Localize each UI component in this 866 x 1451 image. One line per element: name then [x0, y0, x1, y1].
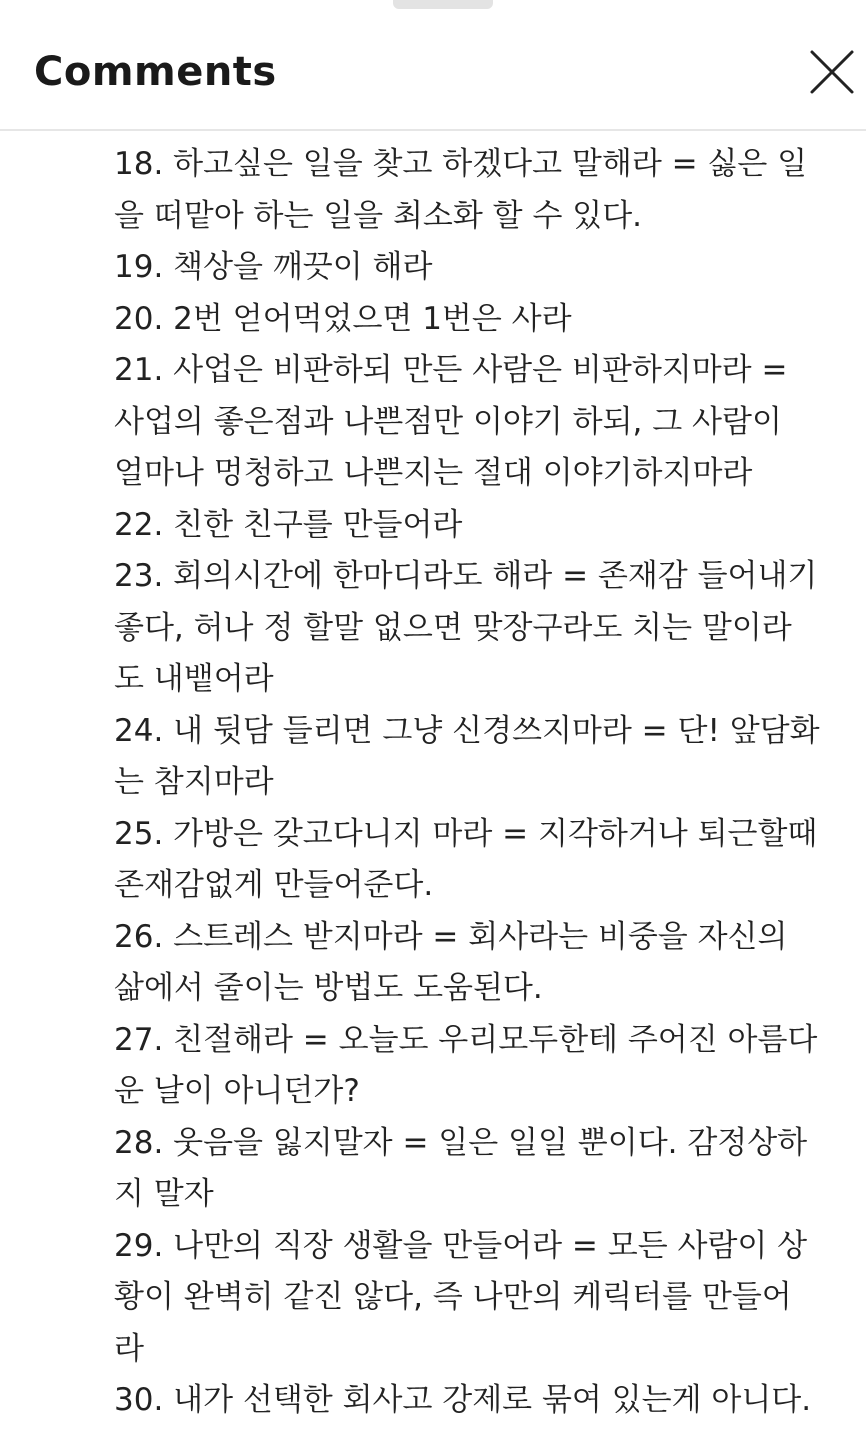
comment-line: 18. 하고싶은 일을 찾고 하겠다고 말해라 = 싫은 일	[114, 146, 808, 182]
comment-line: 22. 친한 친구를 만들어라	[114, 506, 463, 543]
comment-line: 20. 2번 얻어먹었으면 1번은 사라	[114, 300, 572, 337]
comment-line: 25. 가방은 갖고다니지 마라 = 지각하거나 퇴근할때	[114, 815, 818, 852]
comment-line: 21. 사업은 비판하되 만든 사람은 비판하지마라 =	[114, 352, 788, 388]
comment-line: 삶에서 줄이는 방법도 도움된다.	[114, 970, 543, 1006]
close-button[interactable]	[803, 43, 861, 101]
comment-line: 좋다, 허나 정 할말 없으면 맞장구라도 치는 말이라	[114, 609, 792, 646]
comment-line: 존재감없게 만들어준다.	[114, 867, 434, 903]
comment-line: 라	[114, 1330, 144, 1367]
comment-body	[114, 139, 830, 1427]
comment-line: 황이 완벽히 같진 않다, 즉 나만의 케릭터를 만들어	[114, 1279, 792, 1315]
comment-line: 28. 웃음을 잃지말자 = 일은 일일 뿐이다. 감정상하	[114, 1124, 808, 1161]
comment-line: 30. 내가 선택한 회사고 강제로 묶여 있는게 아니다.	[114, 1382, 812, 1418]
comment-line: 도 내뱉어라	[114, 661, 274, 697]
comment-line: 27. 친절해라 = 오늘도 우리모두한테 주어진 아름다	[114, 1021, 818, 1058]
comment-line: 23. 회의시간에 한마디라도 해라 = 존재감 들어내기	[114, 558, 818, 594]
comment-line: 을 떠맡아 하는 일을 최소화 할 수 있다.	[114, 197, 643, 234]
comment-line: 24. 내 뒷담 들리면 그냥 신경쓰지마라 = 단! 앞담화	[114, 712, 820, 749]
comment-line: 지 말자	[114, 1176, 214, 1212]
comment-line: 운 날이 아니던가?	[114, 1073, 360, 1109]
comment-line: 는 참지마라	[114, 764, 274, 800]
comment-line: 26. 스트레스 받지마라 = 회사라는 비중을 자신의	[114, 918, 788, 955]
comments-header	[0, 0, 866, 131]
comment-line: 얼마나 멍청하고 나쁜지는 절대 이야기하지마라	[114, 455, 753, 491]
comment-line: 19. 책상을 깨끗이 해라	[114, 249, 433, 285]
comment-line: 사업의 좋은점과 나쁜점만 이야기 하되, 그 사람이	[114, 403, 782, 440]
close-icon	[803, 43, 861, 101]
comment-line: 29. 나만의 직장 생활을 만들어라 = 모든 사람이 상	[114, 1227, 808, 1264]
page-title: Comments	[34, 49, 277, 95]
